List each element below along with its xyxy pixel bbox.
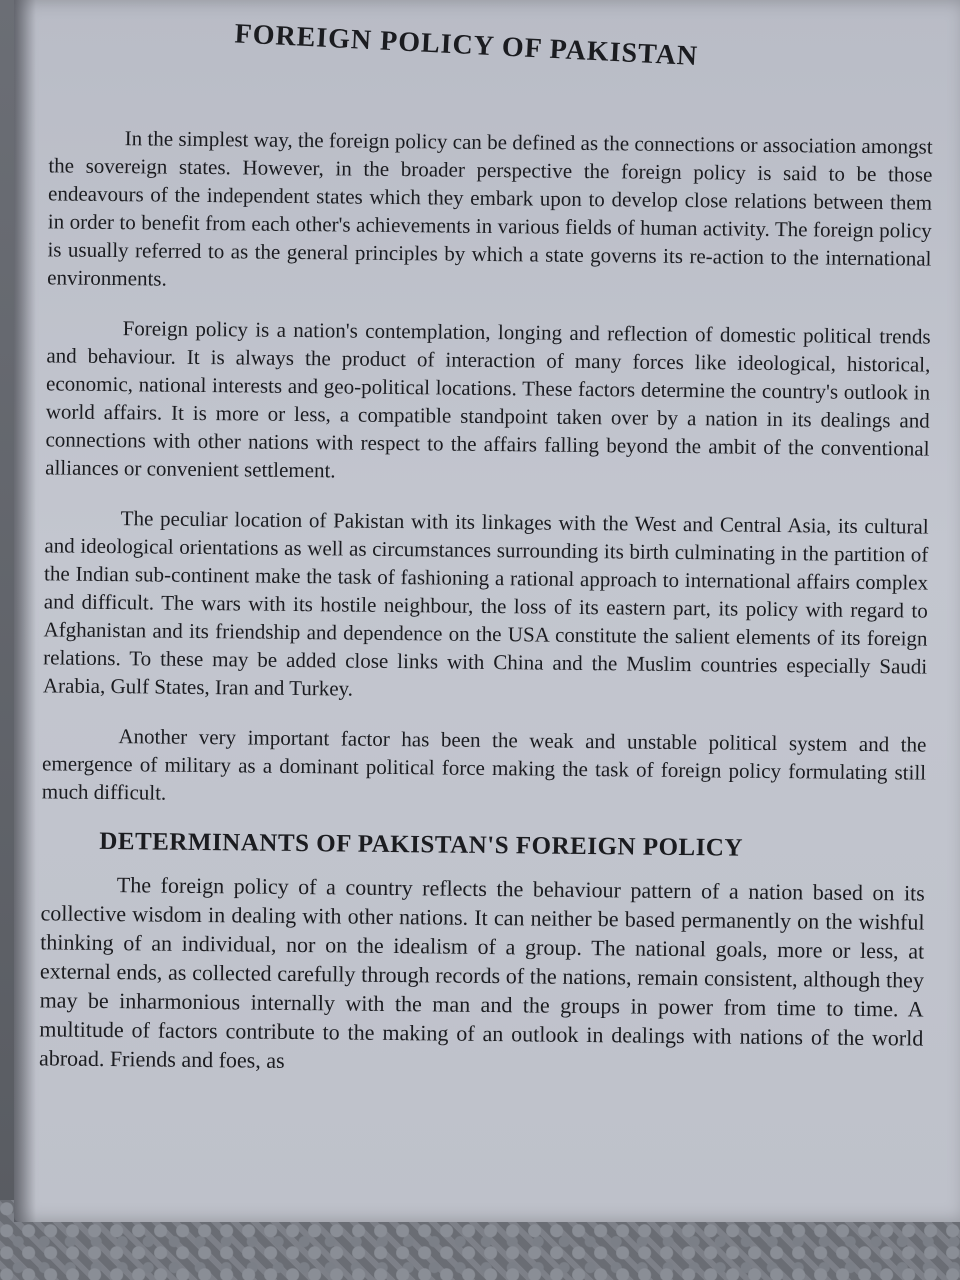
book-page	[14, 0, 960, 1222]
page-content	[39, 9, 934, 1103]
page-spine-shadow	[14, 0, 36, 1222]
page-title: FOREIGN POLICY OF PAKISTAN	[233, 18, 699, 73]
paragraph-political-system: Another very important factor has been the weak and unstable political system and the emergence of military as a dominant political force making the task of foreign policy formulating still much difficult.	[41, 724, 927, 805]
paragraph-definition: In the simplest way, the foreign policy can be defined as the connections or association amongst the sovereign states. However, in the broader perspective the foreign policy is said to be those endeavours of the independent states which they embark upon to develop close relations between them in order to benefit from each other's achievements in various fields of human activity. The foreign policy is usually referred to as the general principles by which a state governs its re-action to the international environments.	[47, 126, 933, 291]
paragraph-location: The peculiar location of Pakistan with its linkages with the West and Central Asia, its cultural and ideological orientations as well as circumstances surrounding its birth culminating in the partition of the Indian sub-continent make the task of fashioning a rational approach to international affairs complex and difficult. The wars with its hostile neighbour, the loss of its eastern part, its policy with regard to Afghanistan and its friendship and dependence on the USA constitute the salient elements of its foreign relations. To these may be added close links with China and the Muslim countries especially Saudi Arabia, Gulf States, Iran and Turkey.	[42, 506, 929, 701]
paragraph-determinants: The foreign policy of a country reflects the behaviour pattern of a nation based on its collective wisdom in dealing with other nations. It can neither be based permanently on the wishful thinking of an individual, nor on the idealism of a group. The national goals, more or less, at external ends, as collected carefully through records of the nations, remain consistent, although they may be inharmonious internally with the man and the groups in power from time to time. A multitude of factors contribute to the making of an outlook in dealings with nations of the world abroad. Friends and foes, as	[38, 872, 925, 1073]
paragraph-contemplation: Foreign policy is a nation's contemplation, longing and reflection of domestic political trends and behaviour. It is always the product of interaction of many forces like ideological, historical, economic, national interests and geo-political locations. These factors determine the country's outlook in world affairs. It is more or less, a compatible standpoint taken over by a nation in its dealings and connections with other nations with respect to the affairs falling beyond the ambit of the conventional alliances or convenient settlement.	[45, 316, 931, 483]
section-heading-determinants: DETERMINANTS OF PAKISTAN'S FOREIGN POLICY	[99, 827, 744, 862]
